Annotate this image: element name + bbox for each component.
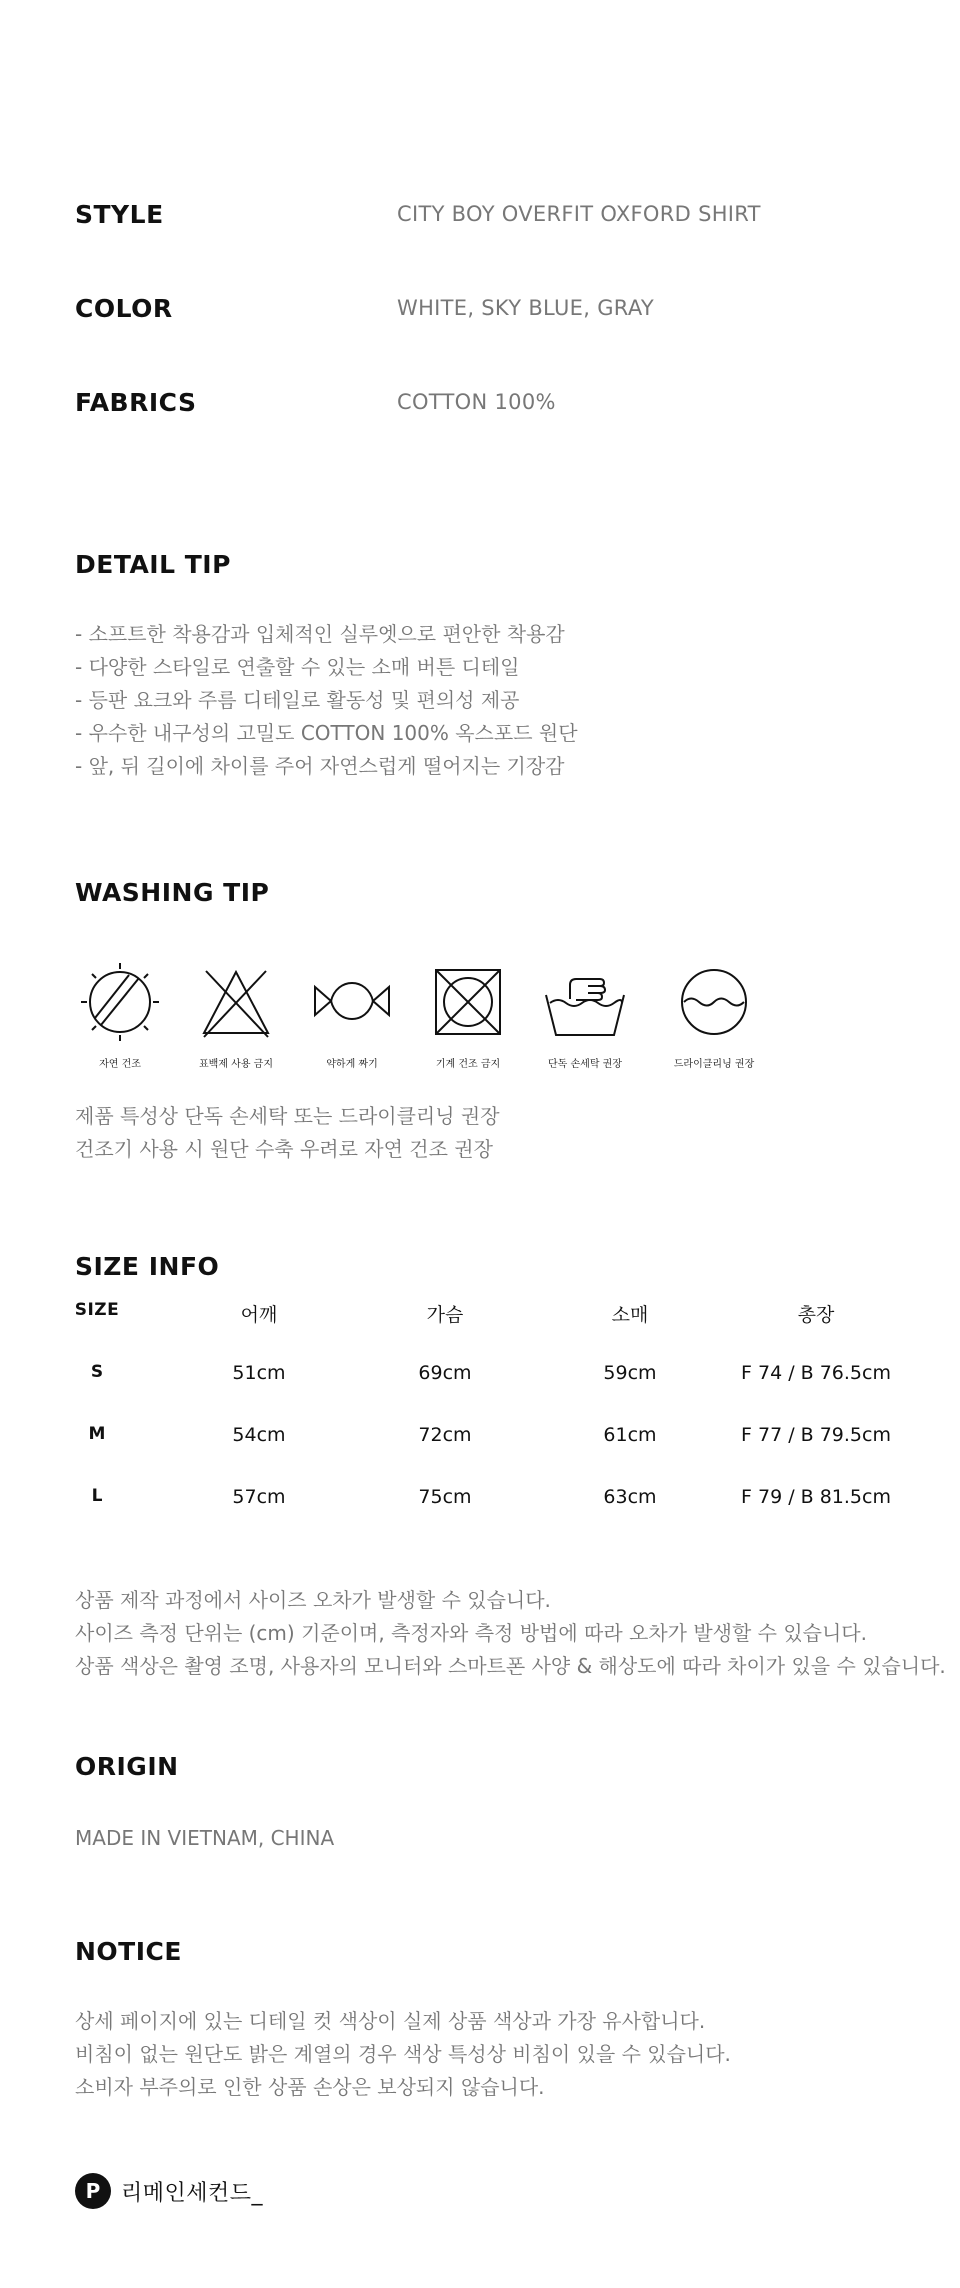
length-cell: F 79 / B 81.5cm: [741, 1486, 891, 1508]
shoulder-cell: 54cm: [232, 1424, 286, 1446]
detail-tip-heading: DETAIL TIP: [75, 550, 231, 579]
color-value: WHITE, SKY BLUE, GRAY: [397, 296, 654, 320]
table-row: [75, 1362, 915, 1424]
size-note-line: 상품 색상은 촬영 조명, 사용자의 모니터와 스마트폰 사양 & 해상도에 따라 차이가 있을 수 있습니다.: [75, 1654, 946, 1678]
color-label: COLOR: [75, 294, 173, 323]
wash-item-no-tumble-dry: [413, 955, 523, 1070]
size-table-header: [75, 1300, 915, 1362]
notice-list: [75, 2005, 731, 2104]
column-header: 어깨: [240, 1304, 278, 1326]
wash-item-no-bleach: [181, 955, 291, 1070]
origin-heading: ORIGIN: [75, 1752, 179, 1781]
size-cell: S: [90, 1362, 104, 1382]
wash-caption: 약하게 짜기: [326, 1059, 378, 1070]
notice-heading: NOTICE: [75, 1937, 182, 1966]
wash-caption: 자연 건조: [99, 1059, 141, 1070]
sleeve-cell: 63cm: [603, 1486, 657, 1508]
sleeve-cell: 61cm: [603, 1424, 657, 1446]
washing-tip-heading: WASHING TIP: [75, 878, 270, 907]
washing-note-line: 건조기 사용 시 원단 수축 우려로 자연 건조 권장: [75, 1137, 493, 1161]
hand-wash-icon: [540, 955, 630, 1045]
sleeve-cell: 59cm: [603, 1362, 657, 1384]
wash-item-hand-wash: [530, 955, 640, 1070]
brand-name: 리메인세컨드_: [121, 2180, 264, 2206]
notice-line: 상세 페이지에 있는 디테일 컷 색상이 실제 상품 색상과 가장 유사합니다.: [75, 2009, 706, 2033]
wash-item-natural-dry: [65, 955, 175, 1070]
notice-line: 비침이 없는 원단도 밝은 계열의 경우 색상 특성상 비침이 있을 수 있습니다.: [75, 2042, 731, 2066]
size-cell: L: [91, 1486, 103, 1506]
fabrics-value: COTTON 100%: [397, 390, 556, 414]
natural-dry-icon: [75, 955, 165, 1045]
washing-note-line: 제품 특성상 단독 손세탁 또는 드라이클리닝 권장: [75, 1104, 500, 1128]
style-value: CITY BOY OVERFIT OXFORD SHIRT: [397, 202, 761, 226]
no-bleach-icon: [191, 955, 281, 1045]
detail-tip-line: - 소프트한 착용감과 입체적인 실루엣으로 편안한 착용감: [75, 622, 565, 646]
dry-clean-icon: [669, 955, 759, 1045]
wash-item-gentle-wring: [297, 955, 407, 1070]
washing-notes: [75, 1100, 500, 1166]
column-header: 총장: [797, 1304, 835, 1326]
wash-item-dry-clean: [659, 955, 769, 1070]
length-cell: F 74 / B 76.5cm: [741, 1362, 891, 1384]
detail-tip-line: - 앞, 뒤 길이에 차이를 주어 자연스럽게 떨어지는 기장감: [75, 754, 565, 778]
notice-line: 소비자 부주의로 인한 상품 손상은 보상되지 않습니다.: [75, 2075, 545, 2099]
shoulder-cell: 57cm: [232, 1486, 286, 1508]
table-row: [75, 1486, 915, 1548]
brand-logo-mark: P: [75, 2173, 111, 2209]
origin-value: MADE IN VIETNAM, CHINA: [75, 1826, 335, 1850]
wash-caption: 단독 손세탁 권장: [548, 1059, 622, 1070]
chest-cell: 72cm: [418, 1424, 472, 1446]
wash-caption: 기계 건조 금지: [435, 1059, 501, 1070]
size-cell: M: [88, 1424, 106, 1444]
size-note-line: 사이즈 측정 단위는 (cm) 기준이며, 측정자와 측정 방법에 따라 오차가 발생할 수 있습니다.: [75, 1621, 867, 1645]
style-label: STYLE: [75, 200, 164, 229]
length-cell: F 77 / B 79.5cm: [741, 1424, 891, 1446]
chest-cell: 69cm: [418, 1362, 472, 1384]
brand-logo: [75, 2173, 263, 2209]
size-note-line: 상품 제작 과정에서 사이즈 오차가 발생할 수 있습니다.: [75, 1588, 551, 1612]
size-info-heading: SIZE INFO: [75, 1252, 220, 1281]
column-header: 소매: [611, 1304, 649, 1326]
no-tumble-dry-icon: [423, 955, 513, 1045]
chest-cell: 75cm: [418, 1486, 472, 1508]
detail-tip-line: - 다양한 스타일로 연출할 수 있는 소매 버튼 디테일: [75, 655, 520, 679]
detail-tip-line: - 우수한 내구성의 고밀도 COTTON 100% 옥스포드 원단: [75, 721, 578, 745]
shoulder-cell: 51cm: [232, 1362, 286, 1384]
detail-tip-list: [75, 618, 578, 783]
detail-tip-line: - 등판 요크와 주름 디테일로 활동성 및 편의성 제공: [75, 688, 520, 712]
size-notes: [75, 1584, 946, 1683]
column-header: SIZE: [74, 1300, 120, 1320]
wash-caption: 표백제 사용 금지: [199, 1059, 273, 1070]
size-table: [75, 1300, 915, 1548]
fabrics-label: FABRICS: [75, 388, 197, 417]
wash-caption: 드라이클리닝 권장: [673, 1059, 755, 1070]
column-header: 가슴: [426, 1304, 464, 1326]
gentle-wring-icon: [307, 955, 397, 1045]
table-row: [75, 1424, 915, 1486]
